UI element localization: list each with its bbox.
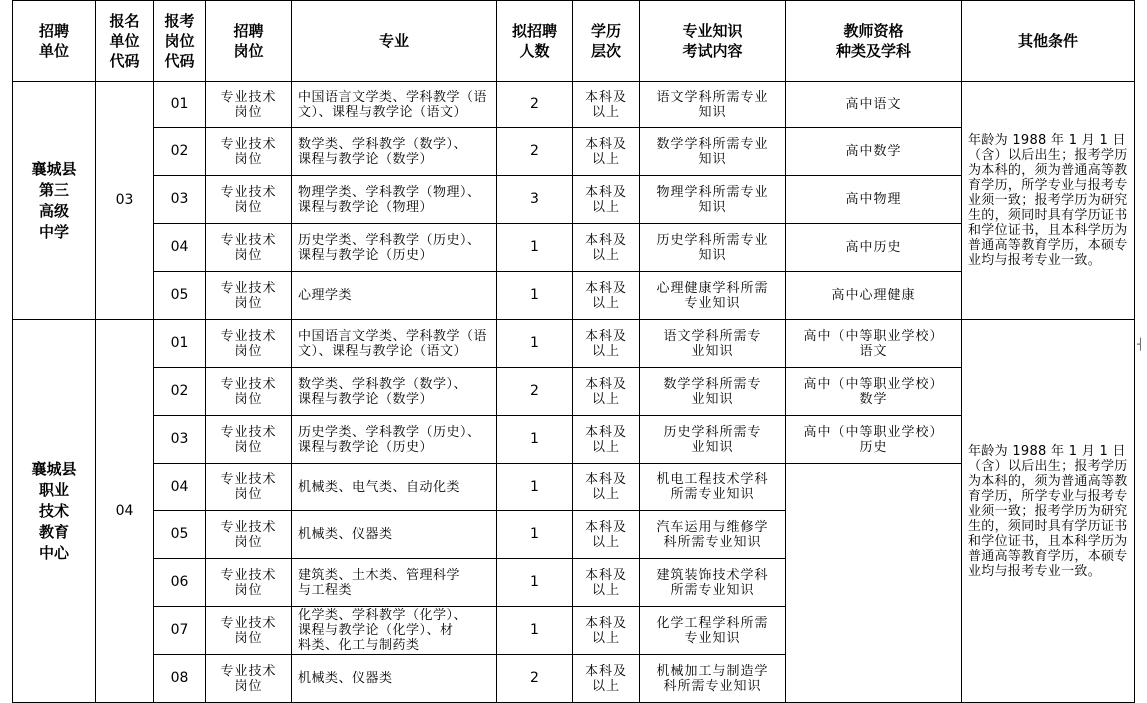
- exam-cell: 化学工程学科所需 专业知识: [640, 607, 786, 655]
- post-cell: 专业技术 岗位: [206, 655, 292, 703]
- major-cell: 数学类、学科教学（数学）、 课程与教学论（数学）: [292, 368, 497, 416]
- count-cell: 2: [497, 82, 573, 128]
- exam-cell: 机械加工与制造学 科所需专业知识: [640, 655, 786, 703]
- post-cell: 专业技术 岗位: [206, 511, 292, 559]
- exam-cell: 数学学科所需专 业知识: [640, 368, 786, 416]
- education-cell: 本科及 以上: [573, 82, 640, 128]
- post-cell: 专业技术 岗位: [206, 368, 292, 416]
- count-cell: 3: [497, 176, 573, 224]
- exam-cell: 机电工程技术学科 所需专业知识: [640, 464, 786, 511]
- major-cell: 建筑类、土木类、管理科学 与工程类: [292, 559, 497, 607]
- post-code-cell: 04: [154, 224, 206, 272]
- exam-cell: 语文学科所需专 业知识: [640, 320, 786, 368]
- education-cell: 本科及 以上: [573, 272, 640, 320]
- exam-cell: 心理健康学科所需 专业知识: [640, 272, 786, 320]
- post-cell: 专业技术 岗位: [206, 607, 292, 655]
- exam-cell: 语文学科所需专业 知识: [640, 82, 786, 128]
- scroll-handle-icon[interactable]: ┤: [1137, 338, 1144, 351]
- exam-cell: 物理学科所需专业 知识: [640, 176, 786, 224]
- exam-cell: 数学学科所需专业 知识: [640, 128, 786, 176]
- major-cell: 数学类、学科教学（数学）、 课程与教学论（数学）: [292, 128, 497, 176]
- header-unit: 招聘 单位: [13, 1, 96, 82]
- table-row: [13, 82, 1135, 128]
- post-code-cell: 04: [154, 464, 206, 511]
- certificate-cell: 高中（中等职业学校） 语文: [786, 320, 962, 368]
- exam-cell: 汽车运用与维修学 科所需专业知识: [640, 511, 786, 559]
- post-cell: 专业技术 岗位: [206, 128, 292, 176]
- unit-name-cell: 襄城县 第三 高级 中学: [13, 82, 96, 320]
- count-cell: 1: [497, 511, 573, 559]
- education-cell: 本科及 以上: [573, 416, 640, 464]
- education-cell: 本科及 以上: [573, 464, 640, 511]
- post-cell: 专业技术 岗位: [206, 320, 292, 368]
- exam-cell: 建筑装饰技术学科 所需专业知识: [640, 559, 786, 607]
- major-cell: 历史学类、学科教学（历史）、 课程与教学论（历史）: [292, 224, 497, 272]
- education-cell: 本科及 以上: [573, 511, 640, 559]
- post-cell: 专业技术 岗位: [206, 176, 292, 224]
- major-cell: 中国语言文学类、学科教学（语 文）、课程与教学论（语文）: [292, 320, 497, 368]
- post-cell: 专业技术 岗位: [206, 224, 292, 272]
- exam-cell: 历史学科所需专业 知识: [640, 224, 786, 272]
- post-cell: 专业技术 岗位: [206, 416, 292, 464]
- header-education: 学历 层次: [573, 1, 640, 82]
- certificate-cell: 高中语文: [786, 82, 962, 128]
- certificate-cell: 高中心理健康: [786, 272, 962, 320]
- count-cell: 1: [497, 272, 573, 320]
- header-unit-code: 报名 单位 代码: [96, 1, 154, 82]
- education-cell: 本科及 以上: [573, 655, 640, 703]
- education-cell: 本科及 以上: [573, 559, 640, 607]
- certificate-cell: 高中物理: [786, 176, 962, 224]
- certificate-cell: 高中历史: [786, 224, 962, 272]
- major-cell: 历史学类、学科教学（历史）、 课程与教学论（历史）: [292, 416, 497, 464]
- count-cell: 1: [497, 224, 573, 272]
- major-cell: 心理学类: [292, 272, 497, 320]
- recruitment-table: [12, 0, 1135, 703]
- certificate-cell: [786, 464, 962, 703]
- count-cell: 1: [497, 464, 573, 511]
- education-cell: 本科及 以上: [573, 128, 640, 176]
- post-cell: 专业技术 岗位: [206, 272, 292, 320]
- certificate-cell: 高中数学: [786, 128, 962, 176]
- table-body: [13, 82, 1135, 703]
- post-code-cell: 05: [154, 511, 206, 559]
- certificate-cell: 高中（中等职业学校） 历史: [786, 416, 962, 464]
- exam-cell: 历史学科所需专 业知识: [640, 416, 786, 464]
- education-cell: 本科及 以上: [573, 320, 640, 368]
- other-conditions-cell: 年龄为 1988 年 1 月 1 日（含）以后出生；报考学历为本科的，须为普通高等教育学历，所学专业与报考专业须一致；报考学历为研究生的，须同时具有学历证书和学位证书，且本科学历为普通高等教育学历，本硕专业均与报考专业一致。: [962, 320, 1135, 703]
- education-cell: 本科及 以上: [573, 224, 640, 272]
- header-row: [13, 1, 1135, 82]
- post-cell: 专业技术 岗位: [206, 559, 292, 607]
- count-cell: 2: [497, 655, 573, 703]
- post-code-cell: 02: [154, 368, 206, 416]
- count-cell: 1: [497, 607, 573, 655]
- header-certificate: 教师资格 种类及学科: [786, 1, 962, 82]
- certificate-cell: 高中（中等职业学校） 数学: [786, 368, 962, 416]
- post-cell: 专业技术 岗位: [206, 82, 292, 128]
- major-cell: 物理学类、学科教学（物理）、 课程与教学论（物理）: [292, 176, 497, 224]
- major-cell: 化学类、学科教学（化学）、 课程与教学论（化学）、材 料类、化工与制药类: [292, 607, 497, 655]
- header-other: 其他条件: [962, 1, 1135, 82]
- post-code-cell: 01: [154, 82, 206, 128]
- major-cell: 机械类、电气类、自动化类: [292, 464, 497, 511]
- table-row: [13, 320, 1135, 368]
- education-cell: 本科及 以上: [573, 176, 640, 224]
- major-cell: 中国语言文学类、学科教学（语 文）、课程与教学论（语文）: [292, 82, 497, 128]
- unit-name-cell: 襄城县 职业 技术 教育 中心: [13, 320, 96, 703]
- header-exam: 专业知识 考试内容: [640, 1, 786, 82]
- other-conditions-cell: 年龄为 1988 年 1 月 1 日（含）以后出生；报考学历为本科的，须为普通高等教育学历，所学专业与报考专业须一致；报考学历为研究生的，须同时具有学历证书和学位证书，且本科学历为普通高等教育学历，本硕专业均与报考专业一致。: [962, 82, 1135, 320]
- post-cell: 专业技术 岗位: [206, 464, 292, 511]
- post-code-cell: 06: [154, 559, 206, 607]
- post-code-cell: 03: [154, 416, 206, 464]
- major-cell: 机械类、仪器类: [292, 655, 497, 703]
- post-code-cell: 07: [154, 607, 206, 655]
- count-cell: 1: [497, 559, 573, 607]
- header-post-code: 报考 岗位 代码: [154, 1, 206, 82]
- education-cell: 本科及 以上: [573, 368, 640, 416]
- post-code-cell: 08: [154, 655, 206, 703]
- post-code-cell: 05: [154, 272, 206, 320]
- post-code-cell: 03: [154, 176, 206, 224]
- header-post: 招聘 岗位: [206, 1, 292, 82]
- unit-code-cell: 03: [96, 82, 154, 320]
- post-code-cell: 01: [154, 320, 206, 368]
- count-cell: 2: [497, 128, 573, 176]
- education-cell: 本科及 以上: [573, 607, 640, 655]
- count-cell: 1: [497, 416, 573, 464]
- header-major: 专业: [292, 1, 497, 82]
- unit-code-cell: 04: [96, 320, 154, 703]
- major-cell: 机械类、仪器类: [292, 511, 497, 559]
- count-cell: 1: [497, 320, 573, 368]
- post-code-cell: 02: [154, 128, 206, 176]
- count-cell: 2: [497, 368, 573, 416]
- header-count: 拟招聘 人数: [497, 1, 573, 82]
